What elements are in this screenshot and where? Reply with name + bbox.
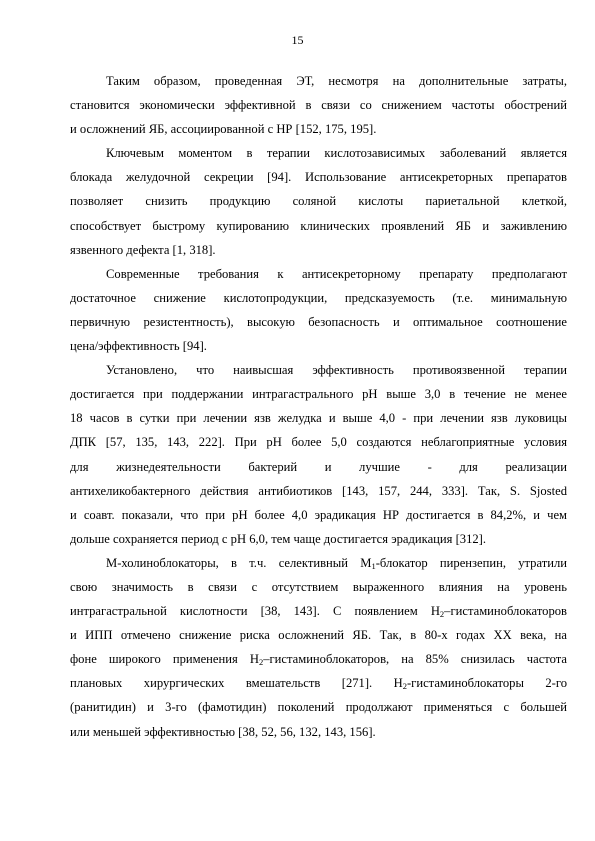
paragraph [70, 358, 567, 551]
text-line: способствует быстрому купированию клинических проявлений ЯБ и заживлению [70, 218, 567, 233]
text-line: дольше сохраняется период с pH 6,0, тем чаще достигается эрадикация [312]. [70, 531, 486, 546]
text-line [70, 599, 567, 623]
text-segment: –гистаминоблокаторов, на 85% снизилась частота [263, 652, 568, 667]
text-line: достаточное снижение кислотопродукции, предсказуемость (т.е. минимальную [70, 290, 567, 305]
text-segment: -блокатор пирензепин, утратили [375, 555, 567, 570]
text-line: и осложнений ЯБ, ассоциированной с НР [152, 175, 195]. [70, 122, 377, 137]
text-line: становится экономически эффективной в связи со снижением частоты обострений [70, 98, 567, 113]
text-line: Современные требования к антисекреторному препарату предполагают [106, 266, 567, 281]
text-line: для жизнедеятельности бактерий и лучшие - для реализации [70, 459, 567, 474]
subscript: 2 [439, 609, 445, 620]
paragraph [70, 551, 567, 744]
text-segment: М-холиноблокаторы, в т.ч. селективный М [106, 555, 372, 570]
text-line: и соавт. показали, что при pH более 4,0 эрадикация НР достигается в 84,2%, и чем [70, 507, 567, 522]
text-line: позволяет снизить продукцию соляной кислоты париетальной клеткой, [70, 194, 567, 209]
text-line: первичную резистентность), высокую безопасность и оптимальное соотношение [70, 314, 567, 329]
text-line [70, 551, 567, 575]
text-segment: –гистаминоблокаторов [444, 604, 567, 619]
text-line: ДПК [57, 135, 143, 222]. При pH более 5,0 создаются неблагоприятные условия [70, 435, 567, 450]
text-line: антихеликобактерного действия антибиотиков [143, 157, 244, 333]. Так, S. Sjosted [70, 483, 567, 498]
text-segment: -гистаминоблокаторы 2-го [406, 676, 567, 691]
subscript: 1 [371, 560, 376, 571]
text-line: блокада желудочной секреции [94]. Использование антисекреторных препаратов [70, 170, 567, 185]
text-segment: фоне широкого применения Н [70, 652, 259, 667]
text-line: Установлено, что наивысшая эффективность противоязвенной терапии [106, 363, 567, 378]
text-line: (ранитидин) и 3-го (фамотидин) поколений продолжают применяться с большей [70, 700, 567, 715]
text-line [70, 671, 567, 695]
paragraph [70, 69, 567, 141]
text-line: достигается при поддержании интрагастрального pH выше 3,0 в течение не менее [70, 387, 567, 402]
text-line: Таким образом, проведенная ЭТ, несмотря на дополнительные затраты, [106, 74, 567, 88]
text-line: или меньшей эффективностью [38, 52, 56, 132, 143, 156]. [70, 724, 376, 739]
text-line: и ИПП отмечено снижение риска осложнений ЯБ. Так, в 80-х годах XX века, на [70, 628, 567, 643]
subscript: 2 [402, 681, 407, 692]
text-line: Ключевым моментом в терапии кислотозависимых заболеваний является [106, 146, 567, 161]
text-segment: интрагастральной кислотности [38, 143]. С появлением Н [70, 604, 440, 619]
paragraph [70, 141, 567, 261]
subscript: 2 [258, 657, 264, 668]
text-line: свою значимость в связи с отсутствием выраженного влияния на уровень [70, 579, 567, 594]
page-number: 15 [291, 33, 304, 47]
paragraph [70, 262, 567, 358]
text-line [70, 647, 567, 671]
text-line: язвенного дефекта [1, 318]. [70, 242, 216, 257]
text-line: 18 часов в сутки при лечении язв желудка и выше 4,0 - при лечении язв луковицы [70, 411, 567, 426]
text-segment: плановых хирургических вмешательств [271]. Н [70, 676, 403, 691]
body-text [70, 69, 567, 744]
text-line: цена/эффективность [94]. [70, 339, 207, 354]
